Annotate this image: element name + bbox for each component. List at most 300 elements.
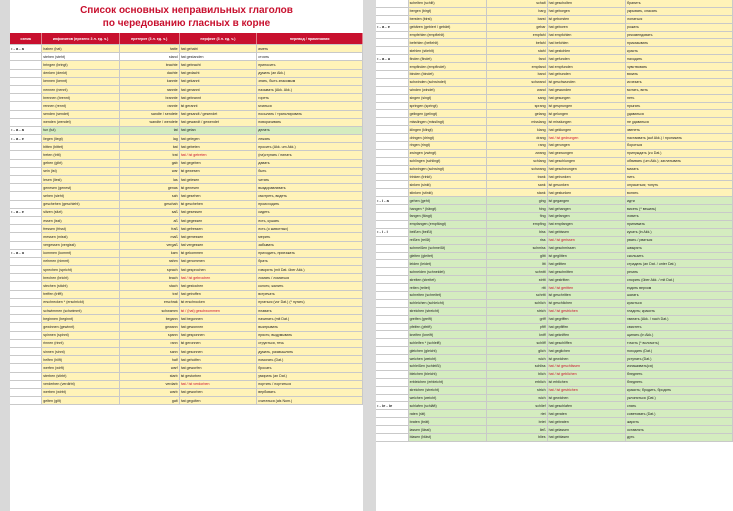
table-row: [10, 323, 363, 331]
table-row: [376, 110, 733, 118]
translation-cell: походить (Dat.): [626, 347, 733, 355]
preterite-cell: sank: [487, 181, 548, 189]
scheme-cell: [376, 142, 408, 150]
translation-cell: называть (Akk. Akk.): [257, 85, 363, 93]
infinitive-cell: gleiten (gleitet): [408, 252, 486, 260]
table-row: [10, 388, 363, 396]
preterite-cell: ritt: [487, 284, 548, 292]
translation-cell: считаться (als Nom.): [257, 397, 363, 405]
translation-cell: прясть; выдумывать: [257, 331, 363, 339]
perfect-cell: hat / ist verdorben: [179, 380, 257, 388]
translation-cell: дуть: [626, 433, 733, 441]
infinitive-cell: braten (brät): [408, 418, 486, 426]
infinitive-cell: gelten (gilt): [42, 397, 120, 405]
table-row: [376, 205, 733, 213]
scheme-cell: [10, 274, 42, 282]
infinitive-cell: genesen (genest): [42, 184, 120, 192]
infinitive-cell: pfeifen (pfeift): [408, 323, 486, 331]
perfect-cell: hat geschnitten: [547, 268, 625, 276]
infinitive-cell: dringen (dringt): [408, 134, 486, 142]
perfect-cell: hat / ist geblichen: [547, 370, 625, 378]
infinitive-cell: klingen (klingt): [408, 126, 486, 134]
preterite-cell: empfing: [487, 220, 548, 228]
table-row: [10, 135, 363, 143]
translation-cell: оставлять: [626, 426, 733, 434]
translation-cell: мотать, вить: [626, 86, 733, 94]
table-row: [376, 213, 733, 221]
preterite-cell: bat: [119, 143, 179, 151]
perfect-cell: ist gewichen: [547, 355, 625, 363]
table-row: [10, 364, 363, 372]
table-row: [10, 339, 363, 347]
translation-cell: бледнеть: [626, 370, 733, 378]
preterite-cell: sprach: [119, 266, 179, 274]
translation-cell: бранить: [626, 0, 733, 7]
scheme-cell: [376, 165, 408, 173]
infinitive-cell: fangen (fängt): [408, 213, 486, 221]
perfect-cell: hat gemessen: [179, 233, 257, 241]
scheme-cell: [376, 134, 408, 142]
preterite-cell: brach: [119, 274, 179, 282]
scheme-cell: [10, 216, 42, 224]
infinitive-cell: essen (isst): [42, 216, 120, 224]
scheme-cell: [376, 220, 408, 228]
infinitive-cell: stinken (stinkt): [408, 189, 486, 197]
translation-cell: ездить верхом: [626, 284, 733, 292]
translation-cell: гореть: [257, 94, 363, 102]
perfect-cell: hat / ist gestrichen: [547, 307, 625, 315]
translation-cell: есть, кушать: [257, 216, 363, 224]
translation-cell: быть: [257, 167, 363, 175]
infinitive-cell: treten (tritt): [42, 151, 120, 159]
translation-cell: говорить (mit Dat. über Akk.): [257, 266, 363, 274]
scheme-cell: [10, 102, 42, 110]
table-row: [10, 102, 363, 110]
scheme-cell: [10, 331, 42, 339]
preterite-cell: schlief: [487, 402, 548, 410]
preterite-cell: befahl: [487, 39, 548, 47]
preterite-cell: klang: [487, 126, 548, 134]
scheme-cell: [376, 126, 408, 134]
infinitive-cell: schreiten (schreitet): [408, 291, 486, 299]
perfect-cell: hat gesprochen: [179, 266, 257, 274]
perfect-cell: hat befohlen: [547, 39, 625, 47]
translation-cell: спорить (über Akk. / mit Dat.): [626, 276, 733, 284]
scheme-cell: [10, 61, 42, 69]
translation-cell: прыгать: [626, 102, 733, 110]
preterite-cell: half: [119, 356, 179, 364]
scheme-cell: [376, 418, 408, 426]
translation-cell: пить: [626, 173, 733, 181]
table-row: [376, 15, 733, 23]
preterite-cell: maß: [119, 233, 179, 241]
left-page: [10, 0, 363, 511]
perfect-cell: hat geborgen: [547, 7, 625, 15]
preterite-cell: griff: [487, 315, 548, 323]
table-row: [376, 402, 733, 410]
scheme-cell: [376, 315, 408, 323]
scheme-cell: [10, 388, 42, 396]
preterite-cell: hing: [487, 205, 548, 213]
scheme-cell: [376, 370, 408, 378]
infinitive-cell: ringen (ringt): [408, 142, 486, 150]
table-row: [10, 290, 363, 298]
scheme-cell: [10, 372, 42, 380]
table-row: [376, 268, 733, 276]
infinitive-cell: befehlen (befiehlt): [408, 39, 486, 47]
infinitive-cell: empfehlen (empfiehlt): [408, 31, 486, 39]
infinitive-cell: sprechen (spricht): [42, 266, 120, 274]
table-row: [376, 94, 733, 102]
infinitive-cell: schwinden (schwindet): [408, 78, 486, 86]
infinitive-cell: treffen (trifft): [42, 290, 120, 298]
scheme-cell: [376, 7, 408, 15]
infinitive-cell: streichen (streicht): [408, 386, 486, 394]
scheme-cell: [10, 397, 42, 405]
table-row: [376, 339, 733, 347]
infinitive-cell: schleißen (schleißt): [408, 362, 486, 370]
scheme-cell: [376, 205, 408, 213]
perfect-cell: hat getrunken: [547, 173, 625, 181]
perfect-cell: hat / ist gedrungen: [547, 134, 625, 142]
infinitive-cell: greifen (greift): [408, 315, 486, 323]
translation-cell: шагать: [626, 291, 733, 299]
preterite-cell: saß: [119, 208, 179, 216]
scheme-cell: [10, 143, 42, 151]
scheme-cell: [376, 426, 408, 434]
infinitive-cell: sitzen (sitzt): [42, 208, 120, 216]
scheme-cell: [376, 260, 408, 268]
table-row: [10, 274, 363, 282]
perfect-cell: hat gestunken: [547, 189, 625, 197]
scheme-cell: [10, 380, 42, 388]
table-row: [376, 410, 733, 418]
scheme-cell: [10, 192, 42, 200]
preterite-cell: barg: [487, 7, 548, 15]
scheme-cell: [376, 268, 408, 276]
perfect-cell: hat begonnen: [179, 315, 257, 323]
perfect-cell: hat geworben: [179, 388, 257, 396]
translation-cell: вязать: [626, 71, 733, 79]
preterite-cell: fing: [487, 213, 548, 221]
perfect-cell: hat gebracht: [179, 61, 257, 69]
translation-cell: приносить: [257, 61, 363, 69]
verbs-table-right: [376, 0, 733, 442]
translation-cell: уступать (Dat.): [626, 355, 733, 363]
preterite-cell: schmiss: [487, 244, 548, 252]
translation-cell: просить (Akk. um Akk.): [257, 143, 363, 151]
table-row: [376, 23, 733, 31]
scheme-cell: • - a - a: [10, 126, 42, 134]
table-row: [376, 102, 733, 110]
translation-cell: смотреть, видеть: [257, 192, 363, 200]
preterite-cell: riss: [487, 236, 548, 244]
scheme-cell: [10, 53, 42, 61]
scheme-cell: [10, 167, 42, 175]
preterite-cell: drang: [487, 134, 548, 142]
translation-cell: колоть; жалить: [257, 282, 363, 290]
preterite-cell: traf: [119, 290, 179, 298]
translation-cell: выздоравливать: [257, 184, 363, 192]
infinitive-cell: kommen (kommt): [42, 249, 120, 257]
perfect-cell: hat gebraten: [547, 418, 625, 426]
scheme-cell: [10, 347, 42, 355]
infinitive-cell: stechen (sticht): [42, 282, 120, 290]
translation-cell: исчезать: [626, 78, 733, 86]
translation-cell: обвивать (um Akk.); заглатывать: [626, 157, 733, 165]
table-row: [10, 298, 363, 306]
translation-cell: висеть (* вешать): [626, 205, 733, 213]
perfect-cell: hat gekannt: [179, 77, 257, 85]
scheme-cell: [376, 252, 408, 260]
scheme-cell: • - i - a: [376, 197, 408, 205]
preterite-cell: rannte: [119, 102, 179, 110]
table-row: [376, 315, 733, 323]
translation-cell: бросать: [257, 364, 363, 372]
translation-cell: опускаться; тонуть: [626, 181, 733, 189]
scheme-cell: [10, 200, 42, 208]
verbs-table-left: [10, 33, 363, 405]
infinitive-cell: schleichen (schleicht): [408, 299, 486, 307]
infinitive-cell: vergessen (vergisst): [42, 241, 120, 249]
infinitive-cell: sterben (stirbt): [42, 372, 120, 380]
infinitive-cell: erschrecken * (erschrickt): [42, 298, 120, 306]
perfect-cell: ist gekommen: [179, 249, 257, 257]
preterite-cell: hatte: [119, 45, 179, 53]
perfect-cell: hat / ist gebrochen: [179, 274, 257, 282]
infinitive-cell: blasen (bläst): [408, 433, 486, 441]
table-row: [10, 94, 363, 102]
table-row: [376, 362, 733, 370]
table-row: [376, 260, 733, 268]
infinitive-cell: schleifen * (schleift): [408, 339, 486, 347]
perfect-cell: ist gesprungen: [547, 102, 625, 110]
infinitive-cell: rennen (rennt): [42, 102, 120, 110]
preterite-cell: genas: [119, 184, 179, 192]
table-row: [376, 378, 733, 386]
infinitive-cell: rinnen (rinnt): [42, 339, 120, 347]
preterite-cell: briet: [487, 418, 548, 426]
preterite-cell: schalt: [487, 0, 548, 7]
translation-cell: звенеть: [626, 126, 733, 134]
translation-cell: рекомендовать: [626, 31, 733, 39]
infinitive-cell: singen (singt): [408, 94, 486, 102]
scheme-cell: [10, 266, 42, 274]
preterite-cell: schlich: [487, 299, 548, 307]
infinitive-cell: erbleichen (erbleicht): [408, 378, 486, 386]
scheme-cell: [376, 284, 408, 292]
infinitive-cell: schwimmen (schwimmt): [42, 307, 120, 315]
table-row: [10, 266, 363, 274]
table-row: [376, 55, 733, 63]
perfect-cell: hat gefunden: [547, 55, 625, 63]
preterite-cell: kannte: [119, 77, 179, 85]
preterite-cell: stand: [119, 53, 179, 61]
preterite-cell: sang: [487, 94, 548, 102]
preterite-cell: aß: [119, 216, 179, 224]
table-row: [10, 118, 363, 126]
translation-cell: пугаться (vor Dat.) (* пугать): [257, 298, 363, 306]
table-row: [10, 257, 363, 265]
translation-cell: швырять: [626, 244, 733, 252]
perfect-cell: hat gestritten: [547, 276, 625, 284]
verbs-table-right-body: [376, 0, 733, 441]
scheme-cell: [10, 323, 42, 331]
scheme-cell: [376, 102, 408, 110]
table-row: [376, 347, 733, 355]
infinitive-cell: gleichen (gleicht): [408, 347, 486, 355]
translation-cell: лежать: [257, 135, 363, 143]
preterite-cell: stach: [119, 282, 179, 290]
perfect-cell: hat geraten: [547, 410, 625, 418]
translation-cell: рожать: [626, 23, 733, 31]
preterite-cell: wich: [487, 355, 548, 363]
translation-cell: начинать (mit Dat.): [257, 315, 363, 323]
translation-cell: красться: [626, 299, 733, 307]
scheme-cell: [376, 47, 408, 55]
header-scheme: схема: [10, 33, 42, 45]
preterite-cell: wand: [487, 86, 548, 94]
perfect-cell: ist geborsten: [547, 15, 625, 23]
translation-cell: идти: [626, 197, 733, 205]
perfect-cell: hat getroffen: [179, 290, 257, 298]
table-row: [376, 244, 733, 252]
translation-cell: мчаться: [257, 102, 363, 110]
perfect-cell: hat gefressen: [179, 225, 257, 233]
preterite-cell: las: [119, 176, 179, 184]
infinitive-cell: helfen (hilft): [42, 356, 120, 364]
scheme-cell: [376, 433, 408, 441]
preterite-cell: stritt: [487, 276, 548, 284]
perfect-cell: hat gehabt: [179, 45, 257, 53]
table-row: [10, 200, 363, 208]
scheme-cell: • - a - e: [376, 23, 408, 31]
translation-cell: вонять: [626, 189, 733, 197]
preterite-cell: kam: [119, 249, 179, 257]
scheme-cell: [10, 290, 42, 298]
infinitive-cell: stehlen (stiehlt): [408, 47, 486, 55]
perfect-cell: ist geschlichen: [547, 299, 625, 307]
scheme-cell: [376, 86, 408, 94]
perfect-cell: hat genannt: [179, 85, 257, 93]
translation-cell: поворачивать: [257, 118, 363, 126]
perfect-cell: hat gestohlen: [547, 47, 625, 55]
preterite-cell: sprang: [487, 102, 548, 110]
table-row: [376, 197, 733, 205]
preterite-cell: warf: [119, 364, 179, 372]
preterite-cell: dachte: [119, 69, 179, 77]
table-row: [376, 252, 733, 260]
preterite-cell: wich: [487, 394, 548, 402]
infinitive-cell: bergen (birgt): [408, 7, 486, 15]
infinitive-cell: brechen (bricht): [42, 274, 120, 282]
infinitive-cell: messen (misst): [42, 233, 120, 241]
perfect-cell: ist geglitten: [547, 252, 625, 260]
scheme-cell: [376, 213, 408, 221]
scheme-cell: [376, 0, 408, 7]
verbs-table-left-body: [10, 45, 363, 405]
infinitive-cell: bitten (bittet): [42, 143, 120, 151]
table-row: [10, 307, 363, 315]
perfect-cell: ist gewesen: [179, 167, 257, 175]
scheme-cell: [376, 244, 408, 252]
preterite-cell: sandte / sendete: [119, 110, 179, 118]
scheme-cell: [376, 347, 408, 355]
translation-cell: помогать (Dat.): [257, 356, 363, 364]
infinitive-cell: spinnen (spinnt): [42, 331, 120, 339]
perfect-cell: hat gebrannt: [179, 94, 257, 102]
infinitive-cell: weichen (weicht): [408, 355, 486, 363]
preterite-cell: gebar: [487, 23, 548, 31]
table-row: [10, 192, 363, 200]
preterite-cell: war: [119, 167, 179, 175]
table-row: [376, 355, 733, 363]
table-row: [376, 228, 733, 236]
table-row: [10, 208, 363, 216]
perfect-cell: hat / ist getreten: [179, 151, 257, 159]
translation-cell: происходить: [257, 200, 363, 208]
preterite-cell: stahl: [487, 47, 548, 55]
preterite-cell: kniff: [487, 331, 548, 339]
scheme-cell: • - a - e: [10, 208, 42, 216]
scheme-cell: [376, 15, 408, 23]
table-row: [10, 372, 363, 380]
perfect-cell: hat gebunden: [547, 71, 625, 79]
scheme-cell: [376, 323, 408, 331]
scheme-cell: [376, 78, 408, 86]
scheme-cell: [376, 71, 408, 79]
perfect-cell: hat gebeten: [179, 143, 257, 151]
preterite-cell: glitt: [487, 252, 548, 260]
infinitive-cell: empfangen (empfängt): [408, 220, 486, 228]
infinitive-cell: hangen * (hängt): [408, 205, 486, 213]
infinitive-cell: springen (springt): [408, 102, 486, 110]
translation-cell: струиться, течь: [257, 339, 363, 347]
preterite-cell: gab: [119, 159, 179, 167]
translation-cell: встречать: [257, 290, 363, 298]
infinitive-cell: nehmen (nimmt): [42, 257, 120, 265]
infinitive-cell: kennen (kennt): [42, 77, 120, 85]
scheme-cell: [10, 184, 42, 192]
perfect-cell: hat gezwungen: [547, 149, 625, 157]
perfect-cell: hat gegolten: [179, 397, 257, 405]
infinitive-cell: schwingen (schwingt): [408, 165, 486, 173]
infinitive-cell: schlafen (schläft): [408, 402, 486, 410]
perfect-cell: hat / ist geritten: [547, 284, 625, 292]
infinitive-cell: trinken (trinkt): [408, 173, 486, 181]
scheme-cell: [376, 410, 408, 418]
translation-cell: резать: [626, 268, 733, 276]
translation-cell: мерить: [257, 233, 363, 241]
table-row: [376, 291, 733, 299]
infinitive-cell: tun (tut): [42, 126, 120, 134]
perfect-cell: hat gehangen: [547, 205, 625, 213]
perfect-cell: hat geschmissen: [547, 244, 625, 252]
table-row: [10, 176, 363, 184]
perfect-cell: ist gerannt: [179, 102, 257, 110]
preterite-cell: trank: [487, 173, 548, 181]
perfect-cell: hat / ist geschlissen: [547, 362, 625, 370]
table-row: [10, 347, 363, 355]
infinitive-cell: streichen (streicht): [408, 307, 486, 315]
perfect-cell: hat geglichen: [547, 347, 625, 355]
infinitive-cell: schneiden (schneidet): [408, 268, 486, 276]
perfect-cell: hat geschliffen: [547, 339, 625, 347]
title-line-1: Список основных неправильных глаголов: [80, 5, 293, 16]
scheme-cell: • - a - o: [10, 249, 42, 257]
table-row: [10, 233, 363, 241]
table-row: [376, 31, 733, 39]
